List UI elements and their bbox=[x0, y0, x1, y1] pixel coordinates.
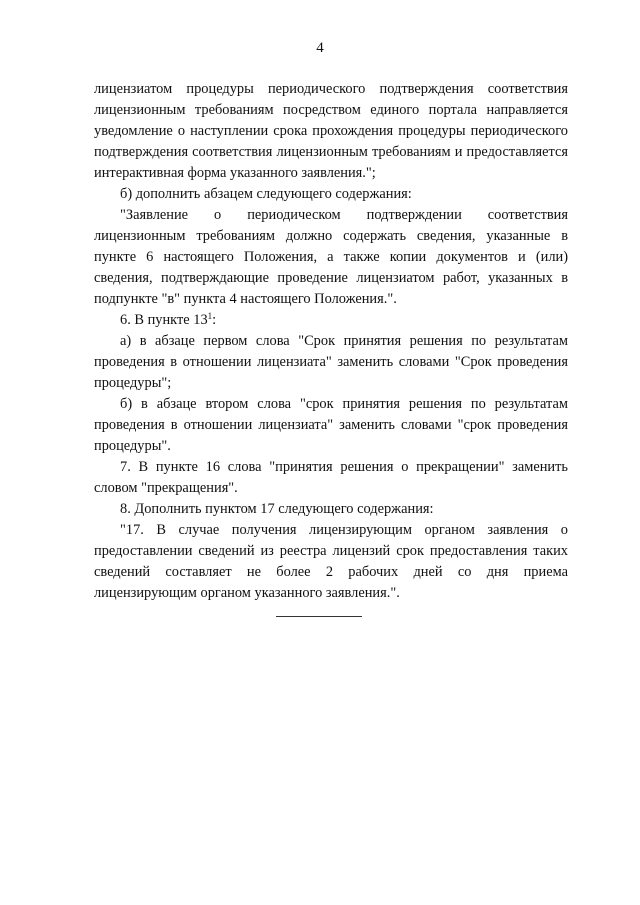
document-body bbox=[94, 79, 568, 604]
paragraph-item-17-quote: "17. В случае получения лицензирующим органом заявления о предоставлении сведений из реестра лицензий срок предоставления таких сведений составляет не более 2 рабочих дней со дня приема лицензирующим органом указанного заявления.". bbox=[94, 522, 568, 601]
paragraph-item-7: 7. В пункте 16 слова "принятия решения о прекращении" заменить словом "прекращения". bbox=[94, 459, 568, 496]
item-6-text: 6. В пункте 13 bbox=[120, 312, 208, 328]
paragraph-item-6 bbox=[94, 310, 568, 331]
end-of-text-rule bbox=[276, 616, 362, 617]
paragraph-continuation: лицензиатом процедуры периодического подтверждения соответствия лицензионным требованиям посредством единого портала направляется уведомление о наступлении срока прохождения процедуры периодического подтверждения соответствия лицензионным требованиям и предоставляется интерактивная форма указанного заявления."; bbox=[94, 81, 568, 181]
paragraph-item-6b: б) в абзаце втором слова "срок принятия решения по результатам проведения в отношении лицензиата" заменить словами "срок проведения процедуры". bbox=[94, 396, 568, 454]
paragraph-item-8: 8. Дополнить пунктом 17 следующего содержания: bbox=[120, 501, 434, 517]
paragraph-item-b-header: б) дополнить абзацем следующего содержания: bbox=[120, 186, 412, 202]
item-6-suffix: : bbox=[212, 312, 217, 328]
paragraph-item-b-quote: "Заявление о периодическом подтверждении соответствия лицензионным требованиям должно содержать сведения, указанные в пункте 6 настоящего Положения, а также копии документов и (или) сведения, подтверждающие проведение лицензиатом работ, указанных в подпункте "в" пункта 4 настоящего Положения.". bbox=[94, 207, 568, 307]
page-number: 4 bbox=[316, 40, 324, 56]
paragraph-item-6a: а) в абзаце первом слова "Срок принятия решения по результатам проведения в отношении лицензиата" заменить словами "Срок проведения процедуры"; bbox=[94, 333, 568, 391]
item-6-superscript: 1 bbox=[207, 311, 213, 321]
